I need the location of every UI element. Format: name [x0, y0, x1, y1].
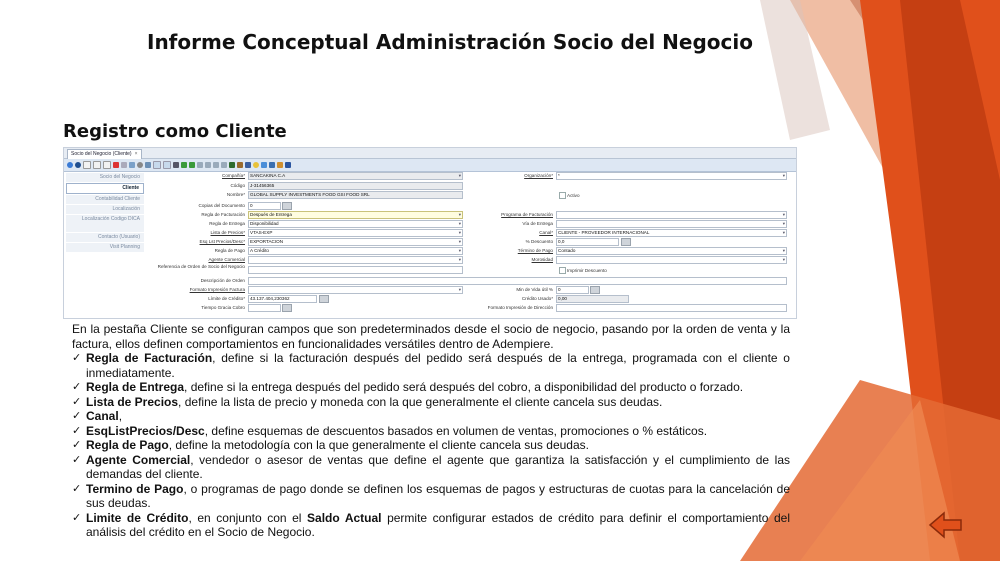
help-icon[interactable]	[67, 162, 73, 168]
copias-label: Copias del Documento	[198, 203, 245, 208]
tab-sidebar	[66, 173, 144, 253]
detail-record-icon[interactable]	[221, 162, 227, 168]
bullet-mid: , en conjunto con el	[188, 510, 308, 525]
activo-checkbox[interactable]	[559, 192, 566, 199]
referencia-orden-label: Referencia de Orden de Socio del Negocio	[157, 264, 245, 269]
tiempo-gracia-label: Tiempo Gracia Cobro	[201, 305, 245, 310]
termino-pago-select[interactable]: Contado ▾	[556, 247, 787, 255]
formato-factura-select[interactable]	[248, 286, 463, 294]
tiempo-gracia-input[interactable]	[248, 304, 281, 312]
new-record-icon[interactable]	[83, 161, 91, 169]
bullet-regla-facturacion	[72, 351, 790, 380]
check-icon: ✓	[72, 352, 82, 364]
tiempo-gracia-calculator-icon[interactable]	[282, 304, 292, 312]
check-icon: ✓	[72, 424, 82, 437]
lock-icon[interactable]	[253, 162, 259, 168]
attachment-icon[interactable]	[145, 162, 151, 168]
adempiere-window	[63, 147, 797, 319]
last-record-icon[interactable]	[205, 162, 211, 168]
parent-record-icon[interactable]	[213, 162, 219, 168]
copy-record-icon[interactable]	[93, 161, 101, 169]
esq-lista-precios-label: Esq Lst Precios/Desc*	[199, 239, 245, 244]
bullet-desc: , define esquemas de descuentos basados en volumen de ventas, promociones o % estáticos.	[204, 423, 708, 438]
regla-facturacion-select[interactable]: Después de Entrega ▾	[248, 211, 463, 219]
compania-label: Compañía*	[222, 173, 245, 178]
cliente-form	[149, 172, 794, 317]
descuento-input[interactable]: 0,0	[556, 238, 619, 246]
lista-precios-select[interactable]: VTAS-EXP ▾	[248, 229, 463, 237]
formato-direccion-label: Formato Impresión de Dirección	[487, 305, 553, 310]
sidebar-item-localizacion[interactable]: Localización	[66, 205, 144, 214]
save-icon[interactable]	[121, 162, 127, 168]
codigo-input[interactable]: J-31456365	[248, 182, 463, 190]
esq-lista-precios-select[interactable]: EXPORTACION ▾	[248, 238, 463, 246]
bullet-desc: , define la metodología con la que generalmente el cliente cancela sus deudas.	[168, 438, 589, 452]
programa-facturacion-label: Programa de Facturación	[501, 212, 553, 217]
regla-pago-label: Regla de Pago	[214, 248, 245, 253]
compania-select[interactable]: SANCAKINA C.A ▾	[248, 172, 463, 180]
min-vida-input[interactable]: 0	[556, 286, 589, 294]
min-vida-calculator-icon[interactable]	[590, 286, 600, 294]
home-icon[interactable]	[173, 162, 179, 168]
check-icon: ✓	[72, 410, 82, 422]
formato-factura-label: Formato Impresión Factura	[189, 287, 245, 292]
organizacion-select[interactable]: * ▾	[556, 172, 787, 180]
close-icon[interactable]: ×	[134, 151, 138, 157]
check-icon: ✓	[72, 482, 82, 495]
via-entrega-label: Vía de Entrega	[522, 221, 553, 226]
imprimir-descuento-checkbox[interactable]	[559, 267, 566, 274]
check-icon: ✓	[72, 381, 82, 393]
bullet-agente-comercial	[72, 453, 790, 482]
slide-title: Informe Conceptual Administración Socio del Negocio	[147, 30, 753, 54]
check-icon: ✓	[72, 511, 82, 524]
bullet-term: EsqListPrecios/Desc	[86, 423, 205, 438]
back-arrow-icon[interactable]	[928, 510, 964, 540]
bullet-regla-pago	[72, 438, 790, 453]
referencia-orden-input[interactable]	[248, 266, 463, 274]
workflow-icon[interactable]	[261, 162, 267, 168]
descuento-calculator-icon[interactable]	[621, 238, 631, 246]
bullet-term: Canal	[86, 409, 119, 423]
canal-select[interactable]: CLIENTE - PROVEEDOR INTERNACIONAL ▾	[556, 229, 787, 237]
bullet-desc: , vendedor o asesor de ventas que define el agente que garantiza la satisfacción y el cumplimiento de las demandas del cliente.	[86, 452, 791, 481]
limite-credito-label: Límite de Crédito*	[208, 296, 245, 301]
refresh-icon[interactable]	[129, 162, 135, 168]
check-icon: ✓	[72, 395, 82, 408]
sidebar-item-localizacion-dica[interactable]: Localización Codigo DICA	[66, 215, 144, 232]
regla-facturacion-label: Regla de Facturación	[201, 212, 245, 217]
first-record-icon[interactable]	[181, 162, 187, 168]
check-icon: ✓	[72, 439, 82, 451]
bullet-regla-entrega	[72, 380, 790, 395]
bullet-term: Regla de Facturación	[86, 351, 213, 365]
morosidad-label: Morosidad	[531, 257, 553, 262]
credito-usado-input[interactable]: 0,00	[556, 295, 629, 303]
regla-pago-select[interactable]: A Crédito ▾	[248, 247, 463, 255]
bullet-termino-pago	[72, 482, 790, 511]
product-info-icon[interactable]	[277, 162, 283, 168]
bullet-desc: ,	[118, 409, 123, 423]
copias-calculator-icon[interactable]	[282, 202, 292, 210]
bullet-term-saldo-actual: Saldo Actual	[307, 510, 382, 525]
lista-precios-label: Lista de Precios*	[210, 230, 245, 235]
window-tab-label: Socio del Negocio (Cliente)	[71, 151, 132, 157]
process-icon[interactable]	[269, 162, 275, 168]
bullet-term: Regla de Pago	[86, 438, 169, 452]
regla-entrega-select[interactable]: Disponibilidad ▾	[248, 220, 463, 228]
archive-icon[interactable]	[237, 162, 243, 168]
bullet-desc: , o programas de pago donde se definen los esquemas de pagos y estructuras de cuotas para la cancelación de sus deudas.	[86, 481, 790, 510]
window-tabstrip	[64, 148, 796, 159]
nombre-label: Nombre*	[226, 192, 245, 197]
history-icon[interactable]	[163, 161, 171, 169]
programa-facturacion-select[interactable]	[556, 211, 787, 219]
activo-label: Activo	[567, 193, 580, 198]
bullet-term: Regla de Entrega	[86, 380, 185, 394]
slide-subtitle: Registro como Cliente	[63, 121, 287, 142]
sidebar-item-contacto[interactable]: Contacto (Usuario)	[66, 233, 144, 242]
sidebar-item-cliente[interactable]: Cliente	[66, 183, 144, 194]
copias-input[interactable]: 0	[248, 202, 281, 210]
sidebar-item-contabilidad-cliente[interactable]: Contabilidad Cliente	[66, 195, 144, 204]
bullet-desc: permite configurar estados de crédito para definir el comportamiento del análisis del crédito en el Socio de Negocio.	[86, 510, 790, 539]
check-icon: ✓	[72, 453, 82, 466]
formato-direccion-input[interactable]	[556, 304, 787, 312]
window-tab-socio-cliente[interactable]	[67, 149, 142, 159]
bullet-desc: , define si la entrega después del pedido será después del cobro, a disponibilidad del producto o forzado.	[184, 380, 744, 394]
credito-usado-label: Crédito Usado*	[521, 296, 553, 301]
bullet-lista-precios	[72, 395, 790, 410]
find-icon[interactable]	[137, 162, 143, 168]
info-icon[interactable]	[75, 162, 81, 168]
edit-icon[interactable]	[103, 161, 111, 169]
bullet-term: Termino de Pago	[86, 481, 184, 496]
organizacion-label: Organización*	[524, 173, 553, 178]
bullet-limite-credito	[72, 511, 790, 540]
limite-credito-input[interactable]: 43.137.404,230362	[248, 295, 317, 303]
next-record-icon[interactable]	[197, 162, 203, 168]
toolbar	[64, 159, 796, 172]
agente-comercial-label: Agente Comercial	[208, 257, 245, 262]
bullet-desc: , define si la facturación después del pedido será después de la entrega, programada con el cliente o inmediatamente.	[86, 351, 790, 380]
previous-record-icon[interactable]	[189, 162, 195, 168]
bullet-term: Lista de Precios	[86, 394, 179, 409]
print-icon[interactable]	[245, 162, 251, 168]
field-bullet-list	[72, 351, 790, 540]
grid-toggle-icon[interactable]	[153, 161, 161, 169]
imprimir-descuento-label: Imprimir Descuento	[567, 268, 607, 273]
descuento-label: % Descuento	[525, 239, 553, 244]
bullet-term: Agente Comercial	[86, 452, 191, 467]
limite-credito-calculator-icon[interactable]	[319, 295, 329, 303]
via-entrega-select[interactable]	[556, 220, 787, 228]
report-icon[interactable]	[229, 162, 235, 168]
intro-paragraph: En la pestaña Cliente se configuran campos que son predeterminados desde el socio de negocio, pasando por la orden de venta y la factura, ellos definen comportamientos en funcionalidades versátiles dentro de Adempiere.	[72, 322, 790, 351]
nombre-input[interactable]: GLOBAL SUPPLY INVESTMENTS FOOD GSI FOOD SRL	[248, 191, 463, 199]
sidebar-item-visit-planning[interactable]: Visit Planning	[66, 243, 144, 252]
morosidad-select[interactable]	[556, 256, 787, 264]
delete-icon[interactable]	[113, 162, 119, 168]
sidebar-item-socio-negocio[interactable]: Socio del Negocio	[66, 173, 144, 182]
min-vida-label: Min de Vida útil %	[516, 287, 553, 292]
bullet-term: Limite de Crédito	[86, 510, 189, 525]
descripcion-orden-input[interactable]	[248, 277, 787, 285]
agente-comercial-select[interactable]	[248, 256, 463, 264]
termino-pago-label: Término de Pago	[517, 248, 553, 253]
regla-entrega-label: Regla de Entrega	[209, 221, 245, 226]
exit-icon[interactable]	[285, 162, 291, 168]
bullet-esq-lista-precios	[72, 424, 790, 439]
codigo-label: Código	[230, 183, 245, 188]
bullet-desc: , define la lista de precio y moneda con la que generalmente el cliente cancela sus deudas.	[178, 394, 663, 409]
descripcion-orden-label: Descripción de Orden	[200, 278, 245, 283]
bullet-canal	[72, 409, 790, 424]
canal-label: Canal*	[539, 230, 553, 235]
